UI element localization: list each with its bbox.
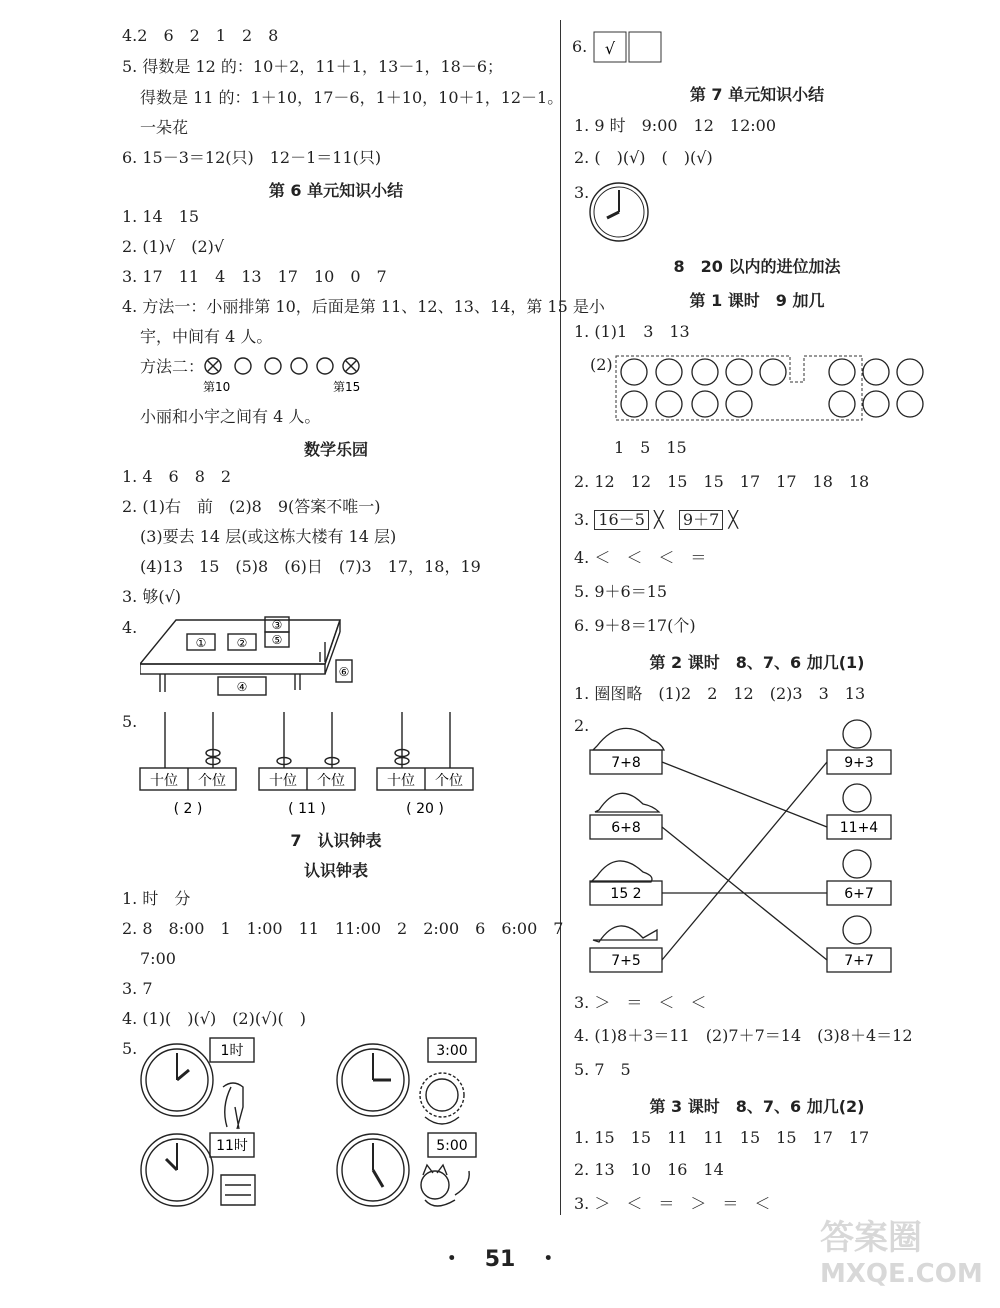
lesson1-answer-4: 4. ＜ ＜ ＜ ＝	[574, 548, 707, 567]
heading-chapter7: 7 认识钟表	[290, 831, 382, 850]
match-left-3: 15 2	[610, 886, 642, 902]
cross-mark-1: ╳	[654, 510, 664, 529]
watermark	[820, 1210, 983, 1289]
label-tenth: 第10	[203, 380, 231, 394]
answer-5-line3: 一朵花	[140, 118, 189, 137]
paradise-answer-2-line2: (3)要去 14 层(或这栋大楼有 14 层)	[140, 527, 397, 546]
heading-math-paradise: 数学乐园	[303, 440, 368, 459]
clock-answer-2-line1: 2. 8 8:00 1 1:00 11 11:00 2 2:00 6 6:00 7	[122, 919, 564, 938]
abacus2-tens: 十位	[269, 773, 297, 789]
abacus1-tens: 十位	[150, 773, 178, 789]
lesson2-answer-1: 1. 圈图略 (1)2 2 12 (2)3 3 13	[574, 684, 866, 703]
abacus1-ones: 个位	[198, 773, 226, 789]
abacus1-answer: ( 2 )	[173, 801, 203, 817]
clock-answer-4: 4. (1)( )(√) (2)(√)( )	[122, 1009, 307, 1028]
lesson3-answer-3: 3. ＞ ＜ ＝ ＞ ＝ ＜	[574, 1194, 771, 1213]
column-divider	[560, 20, 561, 1215]
answer-5-line1: 5. 得数是 12 的：10＋2，11＋1，13－1，18－6；	[122, 57, 504, 76]
lesson1-answer-3	[574, 510, 738, 530]
abacus-figures	[138, 710, 483, 822]
checkbox-pair	[593, 30, 665, 66]
paradise-answer-5: 5.	[122, 712, 138, 731]
heading-unit6-summary: 第 6 单元知识小结	[268, 181, 404, 200]
paradise-answer-4: 4.	[122, 618, 138, 637]
abacus3-answer: ( 20 )	[406, 801, 444, 817]
table-figure	[140, 612, 360, 702]
lesson2-answer-3: 3. ＞ ＝ ＜ ＜	[574, 993, 707, 1012]
cross-mark-2: ╳	[728, 510, 739, 529]
table-label-6: ⑥	[338, 665, 350, 679]
lesson3-answer-2: 2. 13 10 16 14	[574, 1160, 724, 1179]
table-label-1: ①	[195, 636, 207, 650]
abacus3-tens: 十位	[387, 773, 415, 789]
unit7-answer-2: 2. ( )(√) ( )(√)	[574, 148, 713, 167]
clock-tag-3: 11时	[216, 1138, 248, 1154]
lesson1-answer-5: 5. 9＋6＝15	[574, 582, 668, 601]
page-number: ・ 51 ・	[440, 1247, 560, 1272]
clock-answer-3: 3. 7	[122, 979, 153, 998]
boxed-expression-1: 16－5	[594, 510, 649, 530]
heading-clock-lesson: 认识钟表	[303, 861, 368, 880]
match-right-4: 7+7	[844, 953, 874, 969]
abacus2-ones: 个位	[317, 773, 345, 789]
paradise-answer-2-line1: 2. (1)右 前 (2)8 9(答案不唯一)	[122, 497, 381, 516]
clock-answer-1: 1. 时 分	[122, 889, 191, 908]
right-answer-6: 6.	[572, 37, 588, 56]
unit6-answer-1: 1. 14 15	[122, 207, 200, 226]
matching-figure	[585, 718, 905, 980]
lesson1-answer-1-part3: 1 5 15	[614, 438, 687, 457]
watermark-top: 答案圈	[820, 1218, 922, 1258]
table-label-2: ②	[236, 636, 248, 650]
match-right-3: 6+7	[844, 886, 874, 902]
lesson3-answer-1: 1. 15 15 11 11 15 15 17 17	[574, 1128, 870, 1147]
unit7-clock	[588, 180, 652, 244]
match-left-4: 7+5	[611, 953, 641, 969]
clock-tag-4: 5:00	[436, 1138, 468, 1154]
table-label-5: ⑤	[271, 633, 283, 647]
lesson1-answer-2: 2. 12 12 15 15 17 17 18 18	[574, 472, 870, 491]
heading-lesson1: 第 1 课时 9 加几	[689, 291, 825, 310]
clock-tag-1: 1时	[220, 1043, 244, 1059]
lesson1-answer-6: 6. 9＋8＝17(个)	[574, 616, 696, 635]
abacus2-answer: ( 11 )	[288, 801, 326, 817]
heading-lesson3: 第 3 课时 8、7、6 加几(2)	[649, 1097, 865, 1116]
lesson1-answer-3-label: 3.	[574, 510, 590, 529]
lesson2-answer-4: 4. (1)8＋3＝11 (2)7＋7＝14 (3)8＋4＝12	[574, 1026, 913, 1045]
unit6-answer-3: 3. 17 11 4 13 17 10 0 7	[122, 267, 387, 286]
clock-tag-2: 3:00	[436, 1043, 468, 1059]
label-fifteenth: 第15	[333, 380, 361, 394]
clock-figures	[135, 1035, 495, 1215]
table-label-3: ③	[271, 618, 283, 632]
clock-answer-2-line2: 7:00	[140, 949, 176, 968]
clock-answer-5: 5.	[122, 1039, 138, 1058]
heading-lesson2: 第 2 课时 8、7、6 加几(1)	[649, 653, 865, 672]
heading-chapter8: 8 20 以内的进位加法	[673, 257, 841, 276]
paradise-answer-1: 1. 4 6 8 2	[122, 467, 232, 486]
answer-5-line2: 得数是 11 的：1＋10，17－6，1＋10，10＋1，12－1。	[140, 88, 564, 107]
match-right-1: 9+3	[844, 755, 874, 771]
lesson2-answer-5: 5. 7 5	[574, 1060, 631, 1079]
match-right-2: 11+4	[839, 820, 879, 836]
lesson1-answer-1: 1. (1)1 3 13	[574, 322, 690, 341]
lesson1-answer-1-part2: (2)	[590, 355, 613, 374]
lesson2-answer-2: 2.	[574, 716, 590, 735]
unit6-answer-4-line2: 宇，中间有 4 人。	[140, 327, 273, 346]
answer-6: 6. 15－3＝12(只) 12－1＝11(只)	[122, 148, 382, 167]
heading-unit7-summary: 第 7 单元知识小结	[689, 85, 825, 104]
boxed-expression-2: 9＋7	[679, 510, 723, 530]
check-mark: √	[604, 39, 616, 58]
paradise-answer-2-line3: (4)13 15 (5)8 (6)日 (7)3 17，18，19	[140, 557, 481, 576]
unit6-answer-4-method2: 方法二：	[140, 357, 205, 376]
apples-figure	[612, 352, 932, 427]
unit6-answer-4-line1: 4. 方法一：小丽排第 10，后面是第 11、12、13、14，第 15 是小	[122, 297, 605, 316]
match-left-1: 7+8	[611, 755, 641, 771]
paradise-answer-3: 3. 够(√)	[122, 587, 182, 606]
match-left-2: 6+8	[611, 820, 641, 836]
answer-4: 4.2 6 2 1 2 8	[122, 26, 279, 45]
abacus3-ones: 个位	[435, 773, 463, 789]
unit6-answer-4-conclusion: 小丽和小宇之间有 4 人。	[140, 407, 321, 426]
unit7-answer-3: 3.	[574, 183, 590, 202]
unit7-answer-1: 1. 9 时 9:00 12 12:00	[574, 116, 777, 135]
table-label-4: ④	[236, 680, 248, 694]
unit6-answer-2: 2. (1)√ (2)√	[122, 237, 225, 256]
watermark-bottom: MXQE.COM	[820, 1259, 983, 1289]
circle-row-figure	[203, 355, 363, 397]
